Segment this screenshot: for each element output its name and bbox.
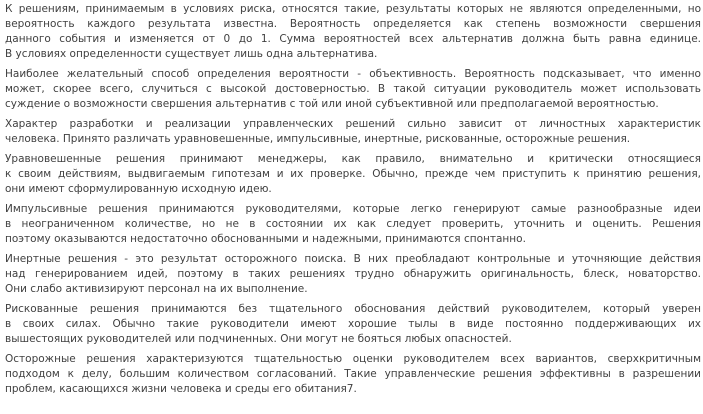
text-line: Наиболее желательный способ определения вероятности - объективность. Вероятность подсказывает, что именно bbox=[5, 68, 701, 80]
text-line: проблем, касающихся жизни человека и среды его обитания7. bbox=[5, 383, 357, 395]
text-line: вероятность каждого результата известна. Вероятность определяется как степень возможности свершения bbox=[5, 18, 701, 30]
text-line: поэтому оказываются недостаточно обоснованными и надежными, принимаются спонтанно. bbox=[5, 233, 526, 245]
text-line: Инертные решения - это результат осторожного поиска. В них преобладают контрольные и уточняющие действия bbox=[5, 253, 701, 265]
text-line: В условиях определенности существует лишь одна альтернатива. bbox=[5, 48, 378, 60]
text-line: человека. Принято различать уравновешенные, импульсивные, инертные, рискованные, осторожные решения. bbox=[5, 133, 631, 145]
text-line: может, скорее всего, случиться с высокой достоверностью. В такой ситуации руководитель может использовать bbox=[5, 83, 701, 95]
text-line: подходом к делу, большим количеством согласований. Такие управленческие решения эффективны в разрешении bbox=[5, 368, 701, 380]
text-line: Рискованные решения принимаются без тщательного обоснования действий руководителем, который уверен bbox=[5, 303, 701, 315]
text-line: вышестоящих руководителей или подчиненных. Они могут не бояться любых опасностей. bbox=[5, 333, 512, 345]
paragraph-cautious-decisions bbox=[5, 352, 701, 397]
text-line: Они слабо активизируют персонал на их выполнение. bbox=[5, 283, 308, 295]
text-line: К решениям, принимаемым в условиях риска, относятся такие, результаты которых не являются определенными, но bbox=[5, 3, 701, 15]
paragraph-decision-character bbox=[5, 117, 701, 147]
text-line: над генерированием идей, поэтому в таких решениях трудно обнаружить оригинальность, блеск, новаторство. bbox=[5, 268, 701, 280]
paragraph-risk-decisions bbox=[5, 2, 701, 62]
text-line: Характер разработки и реализации управленческих решений сильно зависит от личностных характеристик bbox=[5, 118, 701, 130]
paragraph-risky-decisions bbox=[5, 302, 701, 347]
text-line: они имеют сформулированную исходную идею. bbox=[5, 183, 272, 195]
text-line: к своим действиям, выдвигаемым гипотезам и их проверке. Обычно, прежде чем приступить к принятию решения, bbox=[5, 168, 701, 180]
paragraph-impulsive-decisions bbox=[5, 202, 701, 247]
text-line: Импульсивные решения принимаются руководителями, которые легко генерируют самые разнообразные идеи bbox=[5, 203, 701, 215]
paragraph-balanced-decisions bbox=[5, 152, 701, 197]
text-line: Осторожные решения характеризуются тщательностью оценки руководителем всех вариантов, сверхкритичным bbox=[5, 353, 701, 365]
text-line: Уравновешенные решения принимают менеджеры, как правило, внимательно и критически относящиеся bbox=[5, 153, 701, 165]
text-line: суждение о возможности свершения альтернатив с той или иной субъективной или предполагаемой вероятностью. bbox=[5, 98, 659, 110]
text-line: в своих силах. Обычно такие руководители имеют хорошие тылы в виде постоянно поддерживающих их bbox=[5, 318, 701, 330]
paragraph-inert-decisions bbox=[5, 252, 701, 297]
text-line: в неограниченном количестве, но не в состоянии их как следует проверить, уточнить и оценить. Решения bbox=[5, 218, 701, 230]
text-line: данного события и изменяется от 0 до 1. Сумма вероятностей всех альтернатив должна быть равна единице. bbox=[5, 33, 701, 45]
paragraph-objective-probability bbox=[5, 67, 701, 112]
